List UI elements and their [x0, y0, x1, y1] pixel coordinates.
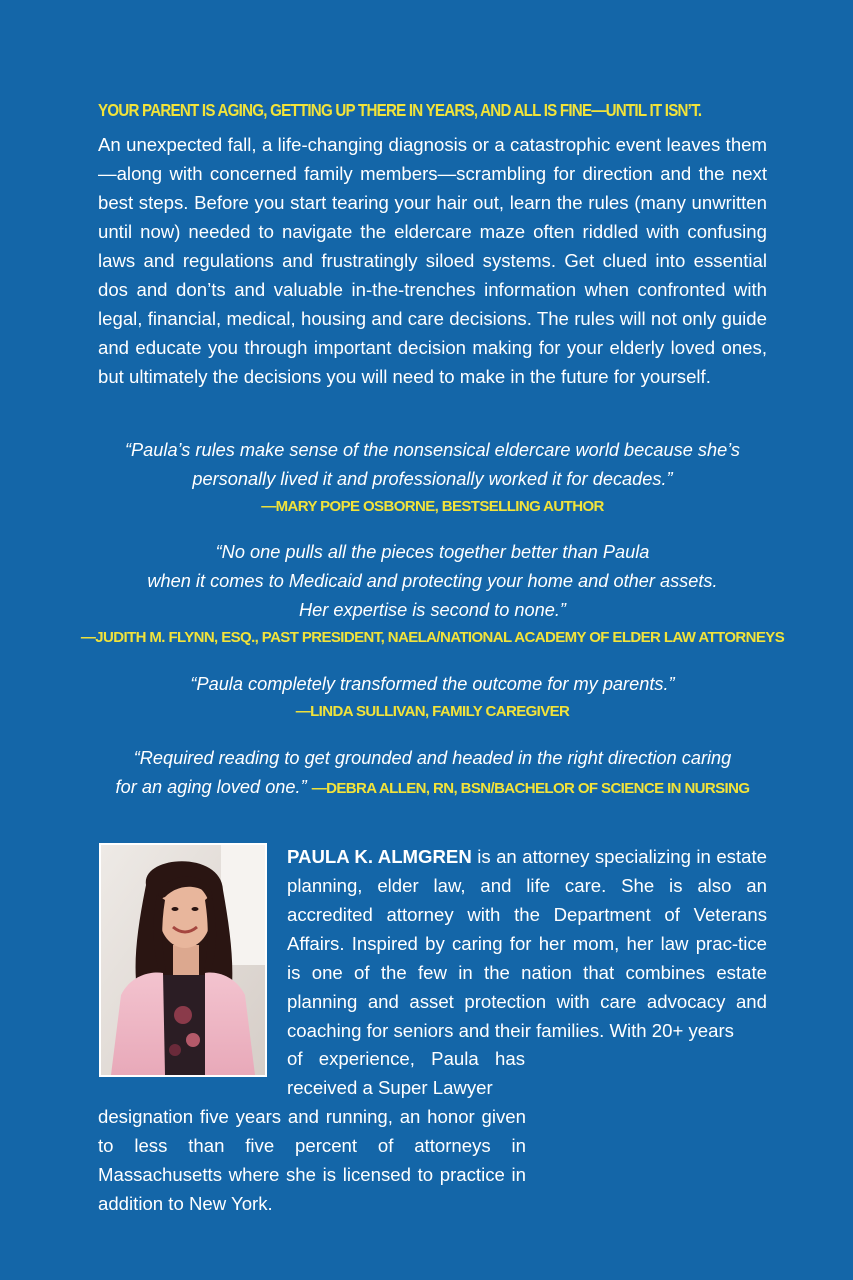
author-portrait-icon — [101, 845, 265, 1075]
author-name: PAULA K. ALMGREN — [287, 846, 472, 867]
testimonial-text — [60, 744, 805, 803]
testimonial-attribution: —LINDA SULLIVAN, FAMILY CAREGIVER — [295, 703, 570, 720]
intro-paragraph: An unexpected fall, a life-changing diagnosis or a catastrophic event leaves them—along with concerned family members—scrambling for direction and the next best steps. Before you start tearing your hair out, learn the rules (many unwritten until now) needed to navigate the eldercare maze often riddled with confusing laws and regulations and frustratingly siloed systems. Get clued into essential dos and don’ts and valuable in-the-trenches information when confronted with legal, financial, medical, housing and care decisions. The rules will not only guide and educate you through important decision making for your elderly loved ones, but ultimately the decisions you will need to make in the future for yourself. — [98, 134, 767, 387]
testimonial-attribution: —MARY POPE OSBORNE, BESTSELLING AUTHOR — [261, 498, 604, 515]
quote-line: “Required reading to get grounded and headed in the right direction caring — [133, 748, 732, 768]
testimonial-allen — [60, 744, 805, 803]
author-photo — [99, 843, 267, 1077]
author-bio-bottom: designation five years and running, an honor given to less than five percent of attorneys in Massachusetts where she is licensed to practice in addition to New York. — [98, 1106, 526, 1214]
testimonial-text — [60, 538, 805, 625]
author-bio-narrow: of experience, Paula has received a Super Lawyer — [287, 1048, 525, 1098]
testimonial-osborne — [90, 436, 775, 520]
testimonial-text — [90, 436, 775, 494]
quote-line: “Paula’s rules make sense of the nonsensical eldercare world because she’s — [124, 440, 741, 460]
author-bio-text: is an attorney specializing in estate planning, elder law, and life care. She is also an accredited attorney with the Department of Veterans Affairs. Inspired by caring for her mom, her law prac-tice is one of the few in the nation that combines estate planning and asset protection with care advocacy and coaching for seniors and their families. With 20+ years — [287, 846, 767, 1041]
quote-line: “No one pulls all the pieces together better than Paula — [215, 542, 650, 562]
quote-line: for an aging loved one.” — [115, 777, 307, 797]
testimonial-attribution: —JUDITH M. FLYNN, ESQ., PAST PRESIDENT, NAELA/NATIONAL ACADEMY OF ELDER LAW ATTORNEYS — [80, 629, 785, 646]
author-bio — [287, 842, 767, 1045]
quote-line: when it comes to Medicaid and protecting your home and other assets. — [147, 571, 718, 591]
testimonial-sullivan — [90, 670, 775, 725]
testimonial-flynn — [60, 538, 805, 651]
testimonial-text — [90, 670, 775, 699]
testimonial-attribution: —DEBRA ALLEN, RN, BSN/BACHELOR OF SCIENCE IN NURSING — [311, 780, 750, 797]
headline: YOUR PARENT IS AGING, GETTING UP THERE IN YEARS, AND ALL IS FINE—UNTIL IT ISN’T. — [98, 100, 702, 120]
quote-line: Her expertise is second to none.” — [299, 600, 566, 620]
quote-line: “Paula completely transformed the outcome for my parents.” — [190, 674, 675, 694]
quote-line: personally lived it and professionally worked it for decades.” — [192, 469, 673, 489]
